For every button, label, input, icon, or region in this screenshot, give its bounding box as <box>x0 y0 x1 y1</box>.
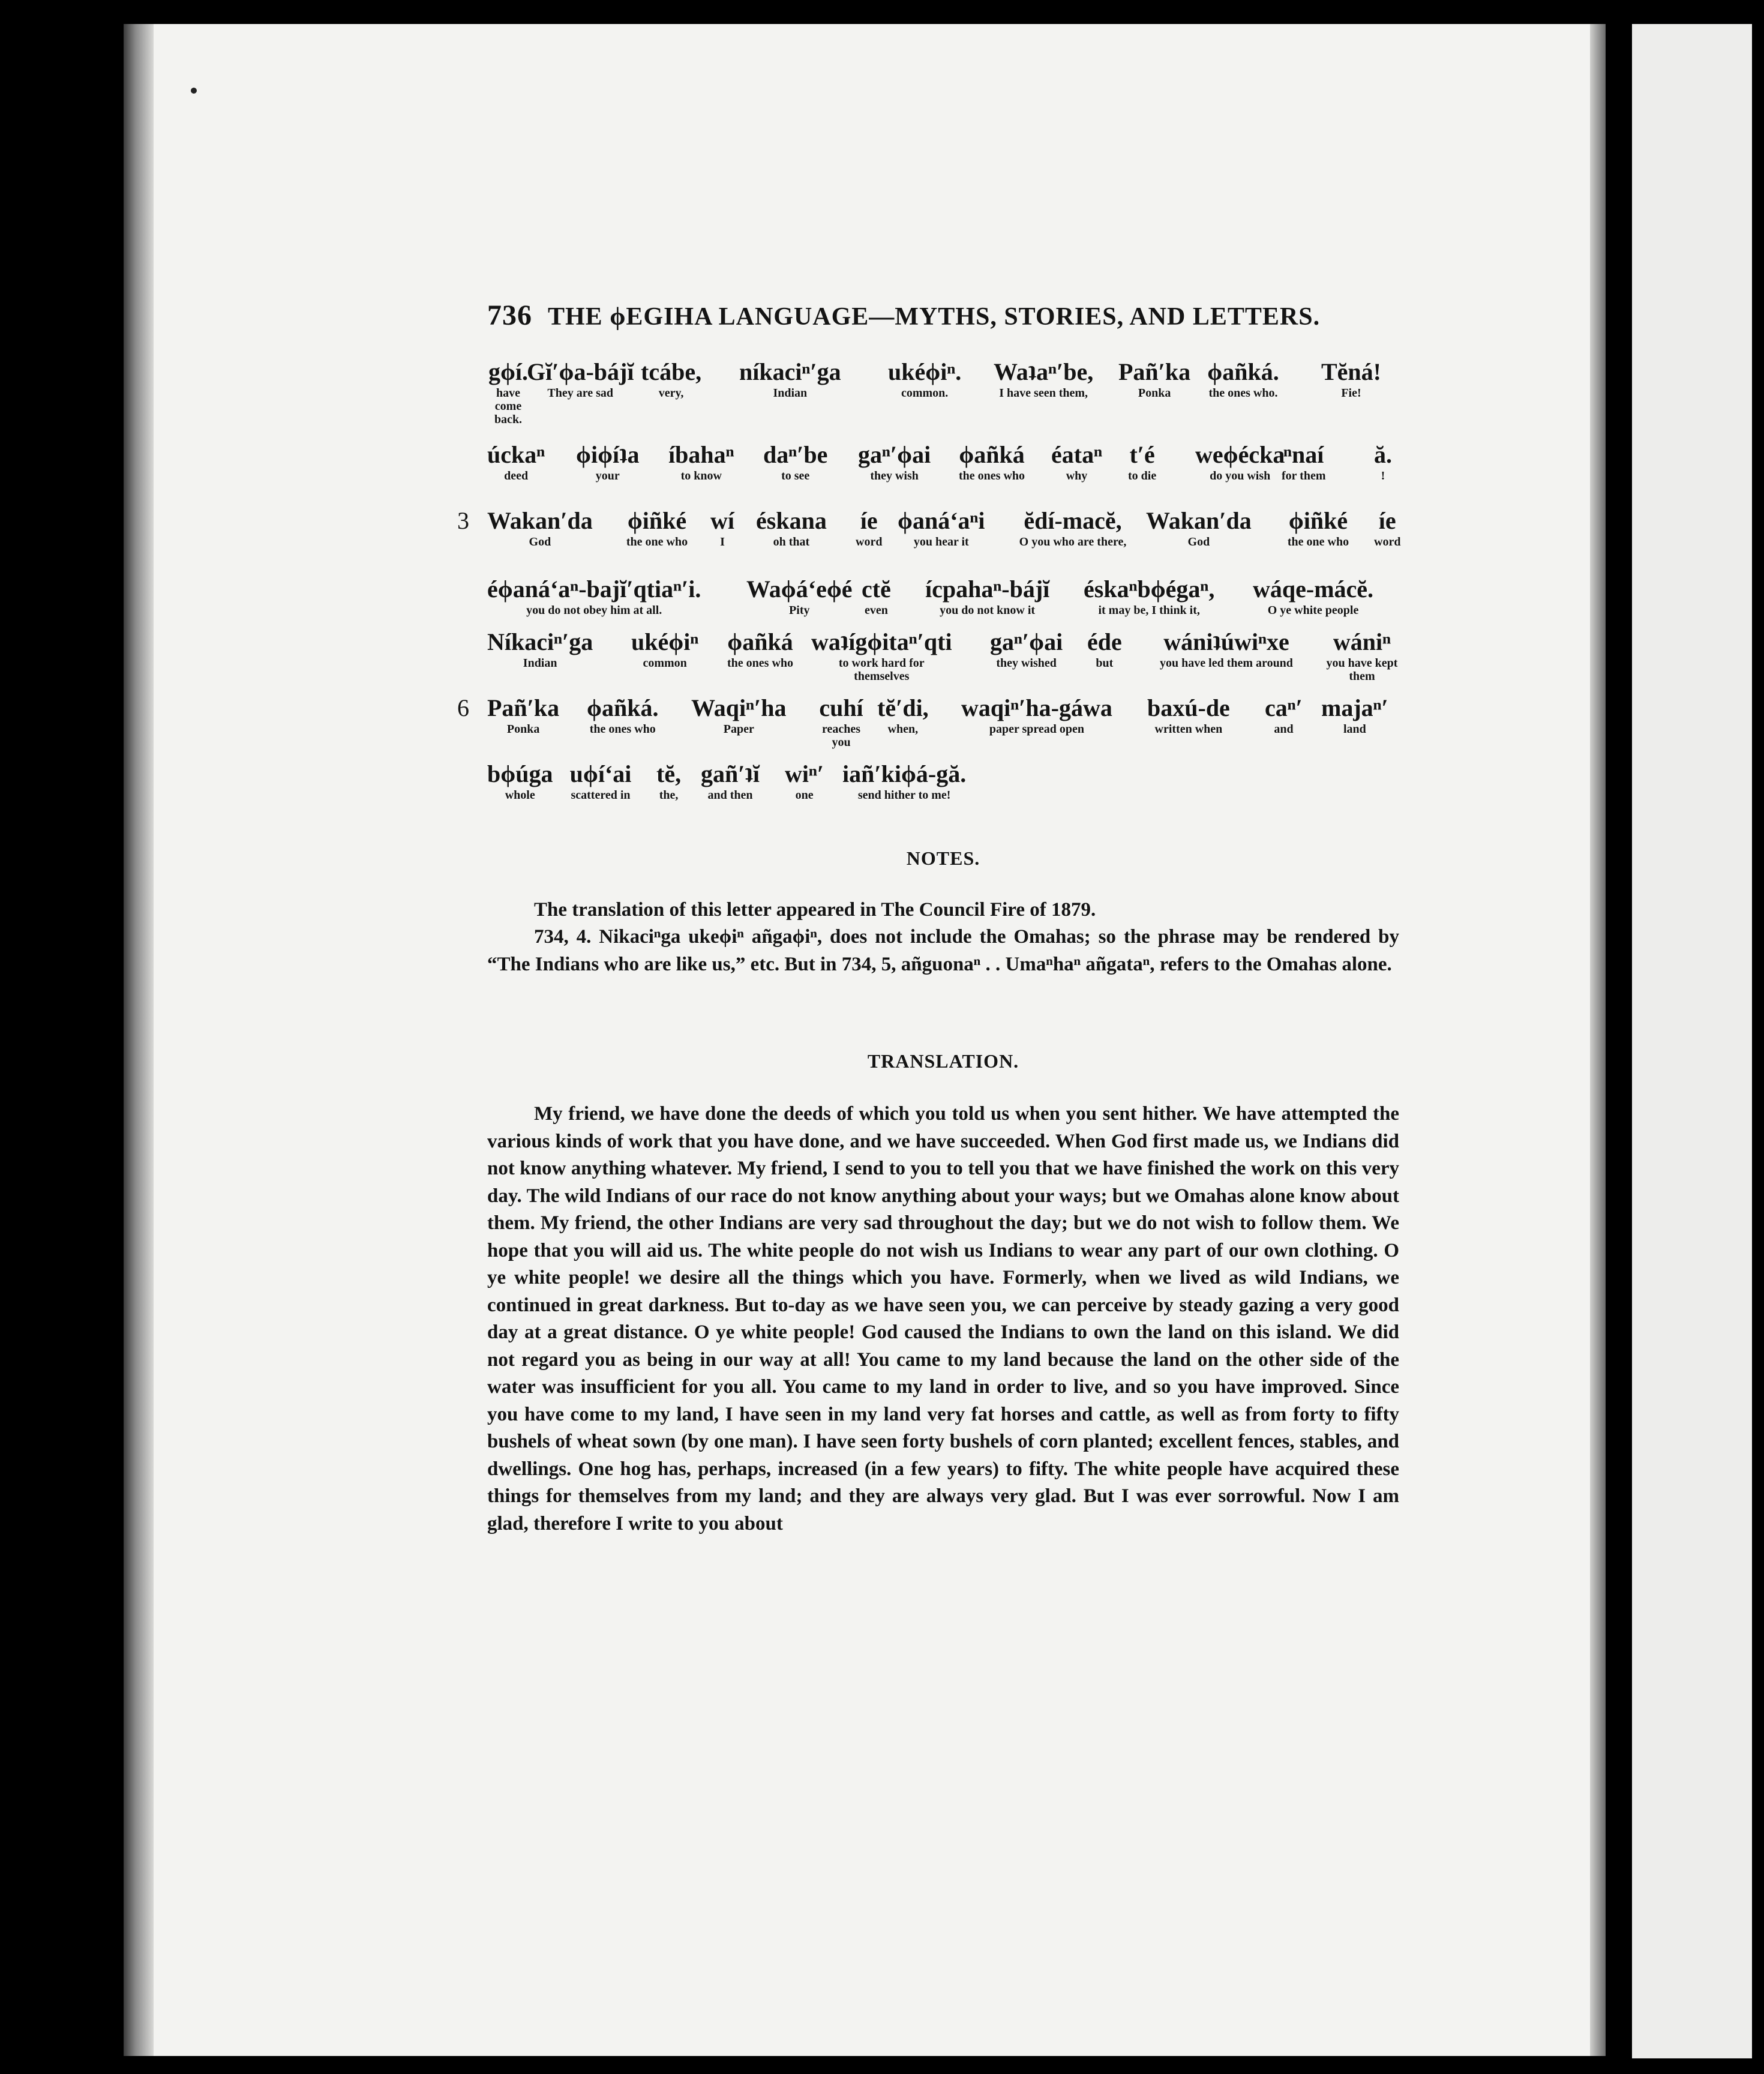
native-word: Níkaciⁿ′ga <box>487 628 593 655</box>
native-word: gϕí. <box>488 358 529 385</box>
word-pair <box>624 506 690 549</box>
gloss: O you who are there, <box>1019 535 1127 549</box>
word-pair <box>785 760 824 802</box>
word-pair <box>487 440 545 482</box>
word-pair <box>487 506 593 549</box>
word-pair <box>1253 575 1373 617</box>
native-word: éskana <box>756 507 827 534</box>
native-word: Pañ′ka <box>1118 358 1191 385</box>
gloss: send hither to me! <box>857 789 951 802</box>
native-word: baxú-de <box>1147 694 1230 721</box>
gloss: Pity <box>789 604 810 617</box>
word-pair <box>1374 440 1392 482</box>
gloss: common. <box>901 386 949 400</box>
native-word: ukéϕiⁿ. <box>888 358 962 385</box>
native-word: níkaciⁿ′ga <box>739 358 841 385</box>
word-pair <box>898 506 985 549</box>
word-pair <box>668 440 734 482</box>
word-pair <box>587 694 658 736</box>
native-word: majaⁿ′ <box>1321 694 1388 721</box>
line-number: 6 <box>457 694 469 721</box>
gloss: ! <box>1381 469 1385 482</box>
native-word: uϕí‘ai <box>569 760 632 787</box>
adjacent-page-edge <box>1632 24 1752 2058</box>
word-pair <box>1013 506 1133 549</box>
gloss: you hear it <box>913 535 969 549</box>
word-pair <box>487 358 529 426</box>
native-word: gaⁿ′ϕai <box>990 628 1063 655</box>
native-word: ϕiñké <box>627 507 687 534</box>
native-word: íbahaⁿ <box>668 441 734 468</box>
native-word: éϕaná‘aⁿ-bajĭ′qtiaⁿ′i. <box>487 576 701 603</box>
gloss: the, <box>659 789 679 802</box>
gloss: the ones who <box>959 469 1025 482</box>
gloss: when, <box>887 723 919 736</box>
native-word: ϕañká <box>959 441 1025 468</box>
gloss: and then <box>707 789 753 802</box>
word-pair <box>487 760 553 802</box>
gloss: whole <box>505 789 535 802</box>
gloss: word <box>856 535 883 549</box>
word-pair <box>1087 628 1122 670</box>
word-pair <box>739 358 841 400</box>
word-pair <box>1147 694 1230 736</box>
gloss: to work hard for themselves <box>838 657 925 683</box>
word-pair <box>727 628 793 670</box>
word-pair <box>756 506 827 549</box>
notes-line: The translation of this letter appeared in The Council Fire of 1879. <box>534 899 1096 921</box>
word-pair <box>925 575 1049 617</box>
gloss: Fie! <box>1341 386 1361 400</box>
gloss: very, <box>658 386 684 400</box>
native-word: t′é <box>1129 441 1155 468</box>
native-word: Tĕná! <box>1321 358 1381 385</box>
native-word: ctĕ <box>862 576 891 603</box>
word-pair <box>1320 628 1404 683</box>
gloss: land <box>1343 723 1366 736</box>
gloss: you have kept them <box>1326 657 1398 683</box>
gloss: you do not obey him at all. <box>526 604 662 617</box>
native-word: ϕañká. <box>587 694 659 721</box>
word-pair <box>1118 358 1190 400</box>
word-pair <box>1051 440 1102 482</box>
native-word: daⁿ′be <box>763 441 828 468</box>
gloss: have come back. <box>494 386 523 426</box>
page-number: 736 <box>487 299 532 331</box>
gloss: O ye white people <box>1267 604 1359 617</box>
gloss: scattered in <box>571 789 631 802</box>
word-pair <box>862 575 891 617</box>
native-word: weϕécka <box>1195 441 1285 468</box>
native-word: caⁿ′ <box>1265 694 1303 721</box>
word-pair <box>631 628 698 670</box>
gloss: for them <box>1282 469 1326 482</box>
gloss: to know <box>680 469 722 482</box>
gloss: Ponka <box>506 723 540 736</box>
word-pair <box>858 440 931 482</box>
word-pair <box>811 628 952 683</box>
notes-heading: NOTES. <box>906 847 980 869</box>
word-pair <box>994 358 1093 400</box>
native-word: Gĭ′ϕa-bájĭ <box>527 358 634 385</box>
gloss: the ones who <box>727 657 794 670</box>
word-pair <box>1265 694 1303 736</box>
native-word: éde <box>1087 628 1122 655</box>
gloss: reaches you <box>821 723 861 749</box>
gloss: the one who <box>626 535 688 549</box>
gloss: it may be, I think it, <box>1098 604 1200 617</box>
native-word: ϕiϕíʇa <box>576 441 640 468</box>
native-word: gaⁿ′ϕai <box>858 441 931 468</box>
word-pair <box>1084 575 1214 617</box>
gloss: the ones who. <box>1208 386 1278 400</box>
native-word: wániⁿ <box>1333 628 1391 655</box>
word-pair <box>1146 506 1252 549</box>
native-word: bϕúga <box>487 760 553 787</box>
native-word: Waϕá‘eϕé <box>746 576 853 603</box>
gloss: you have led them around <box>1160 657 1293 670</box>
native-word: ă. <box>1374 441 1392 468</box>
word-pair <box>487 575 701 617</box>
word-pair <box>888 358 961 400</box>
gloss: they wished <box>996 657 1057 670</box>
gloss: do you wish <box>1210 469 1271 482</box>
word-pair <box>1321 694 1388 736</box>
word-pair <box>1321 358 1381 400</box>
native-word: gañ′ʇĭ <box>701 760 760 787</box>
gloss: to die <box>1128 469 1157 482</box>
native-word: ukéϕiⁿ <box>631 628 699 655</box>
gloss: Indian <box>773 386 808 400</box>
native-word: Waqiⁿ′ha <box>691 694 787 721</box>
native-word: Waʇaⁿ′be, <box>994 358 1094 385</box>
native-word: Pañ′ka <box>487 694 560 721</box>
word-pair <box>1285 506 1351 549</box>
notes-line: 734, 4. Nikaciⁿga ukeϕiⁿ añgaϕiⁿ, does not include the Omahas; so the phrase may be rendered by “The Indians who are like us,” etc. But in 734, 5, añguonaⁿ . . Umaⁿhaⁿ añgataⁿ, refers to the Omahas alone. <box>487 926 1399 975</box>
gloss: written when <box>1154 723 1223 736</box>
native-word: ϕiñké <box>1288 507 1348 534</box>
gloss: I have seen them, <box>999 386 1088 400</box>
gloss: paper spread open <box>989 723 1085 736</box>
native-word: wiⁿ′ <box>785 760 824 787</box>
word-pair <box>856 506 882 549</box>
word-pair <box>842 760 966 802</box>
native-word: iañ′kiϕá-gă. <box>842 760 967 787</box>
gloss: Indian <box>523 657 557 670</box>
native-word: ϕañká. <box>1207 358 1279 385</box>
native-word: tĕ, <box>656 760 682 787</box>
word-pair <box>763 440 827 482</box>
word-pair <box>701 760 760 802</box>
word-pair <box>990 628 1063 670</box>
page-gutter-shadow <box>1590 24 1606 2056</box>
gloss: deed <box>504 469 529 482</box>
native-word: wáqe-mácĕ. <box>1253 576 1374 603</box>
word-pair <box>959 440 1025 482</box>
word-pair <box>656 760 681 802</box>
word-pair <box>527 358 634 400</box>
gloss: even <box>864 604 888 617</box>
translation-heading: TRANSLATION. <box>867 1050 1019 1072</box>
native-word: tĕ′di, <box>877 694 929 721</box>
word-pair <box>961 694 1112 736</box>
book-spine-shadow <box>124 24 154 2056</box>
gloss: one <box>795 789 814 802</box>
word-pair <box>1207 358 1279 400</box>
gloss: to see <box>781 469 810 482</box>
gloss: Ponka <box>1138 386 1171 400</box>
native-word: waqiⁿ′ha-gáwa <box>961 694 1112 721</box>
word-pair <box>568 760 634 802</box>
native-word: Wakan′da <box>487 507 593 534</box>
word-pair <box>877 694 929 736</box>
gloss: your <box>595 469 620 482</box>
word-pair <box>1128 440 1156 482</box>
gloss: why <box>1066 469 1088 482</box>
gloss: common <box>643 657 687 670</box>
native-word: wániʇúwiⁿxe <box>1163 628 1289 655</box>
native-word: ϕañká <box>727 628 793 655</box>
ink-speck <box>191 88 197 94</box>
native-word: ϕaná‘aⁿi <box>898 507 985 534</box>
native-word: wí <box>710 507 734 534</box>
word-pair <box>746 575 853 617</box>
native-word: ícpahaⁿ-bájĭ <box>925 576 1050 603</box>
running-title: THE ϕEGIHA LANGUAGE—MYTHS, STORIES, AND LETTERS. <box>548 303 1321 331</box>
gloss: but <box>1096 657 1114 670</box>
gloss: they wish <box>870 469 919 482</box>
word-pair <box>641 358 701 400</box>
gloss: They are sad <box>547 386 614 400</box>
gloss: you do not know it <box>940 604 1036 617</box>
word-pair <box>811 694 871 749</box>
word-pair <box>1195 440 1285 482</box>
word-pair <box>710 506 734 549</box>
word-pair <box>487 694 559 736</box>
word-pair <box>1282 440 1326 482</box>
gloss: I <box>720 535 725 549</box>
gloss: word <box>1374 535 1401 549</box>
word-pair <box>1154 628 1298 670</box>
gloss: God <box>1187 535 1210 549</box>
word-pair <box>487 628 593 670</box>
native-word: waʇígϕitaⁿ′qti <box>811 628 952 655</box>
gloss: the ones who <box>589 723 656 736</box>
native-word: Wakan′da <box>1146 507 1252 534</box>
translation-paragraph: My friend, we have done the deeds of which you told us when you sent hither. We have attempted the various kinds of work that you have done, and we have succeeded. When God first made us, we Indians did not know anything whatever. My friend, I send to you to tell you that we have finished the work on this very day. The wild Indians of our race do not know anything about your ways; but we Omahas alone know about them. My friend, the other Indians are very sad throughout the day; but we do not wish to follow them. We hope that you will aid us. The white people do not wish us Indians to wear any part of our own clothing. O ye white people! we desire all the things which you have. Formerly, when we lived as wild Indians, we continued in great darkness. But to-day as we have seen you, we can perceive by steady gazing a very good day at a great distance. O ye white people! God caused the Indians to own the land on this island. We did not regard you as being in our way at all! You came to my land because the land on the other side of the water was insufficient for you all. You came to my land in order to live, and so you have improved. Since you have come to my land, I have seen in my land very fat horses and cattle, as well as from forty to fifty bushels of wheat sown (by one man). I have seen forty bushels of corn planted; excellent fences, stables, and dwellings. One hog has, perhaps, increased (in a few years) to fifty. The white people have acquired these things for themselves from my land; and they are always very glad. But I was ever sorrowful. Now I am glad, therefore I write to you about <box>487 1103 1399 1534</box>
native-word: ⁿnaí <box>1283 441 1324 468</box>
native-word: úckaⁿ <box>487 441 545 468</box>
gloss: the one who <box>1287 535 1349 549</box>
native-word: ĕdí-macĕ, <box>1024 507 1122 534</box>
word-pair <box>576 440 639 482</box>
native-word: tcábe, <box>641 358 702 385</box>
word-pair <box>1374 506 1400 549</box>
gloss: God <box>529 535 551 549</box>
gloss: Paper <box>723 723 754 736</box>
native-word: íe <box>860 507 878 534</box>
line-number: 3 <box>457 507 469 534</box>
gloss: oh that <box>773 535 810 549</box>
native-word: éskaⁿbϕégaⁿ, <box>1084 576 1215 603</box>
native-word: cuhí <box>819 694 863 721</box>
native-word: íe <box>1378 507 1396 534</box>
running-head <box>487 299 1333 335</box>
native-word: éataⁿ <box>1051 441 1102 468</box>
gloss: and <box>1274 723 1294 736</box>
word-pair <box>691 694 787 736</box>
